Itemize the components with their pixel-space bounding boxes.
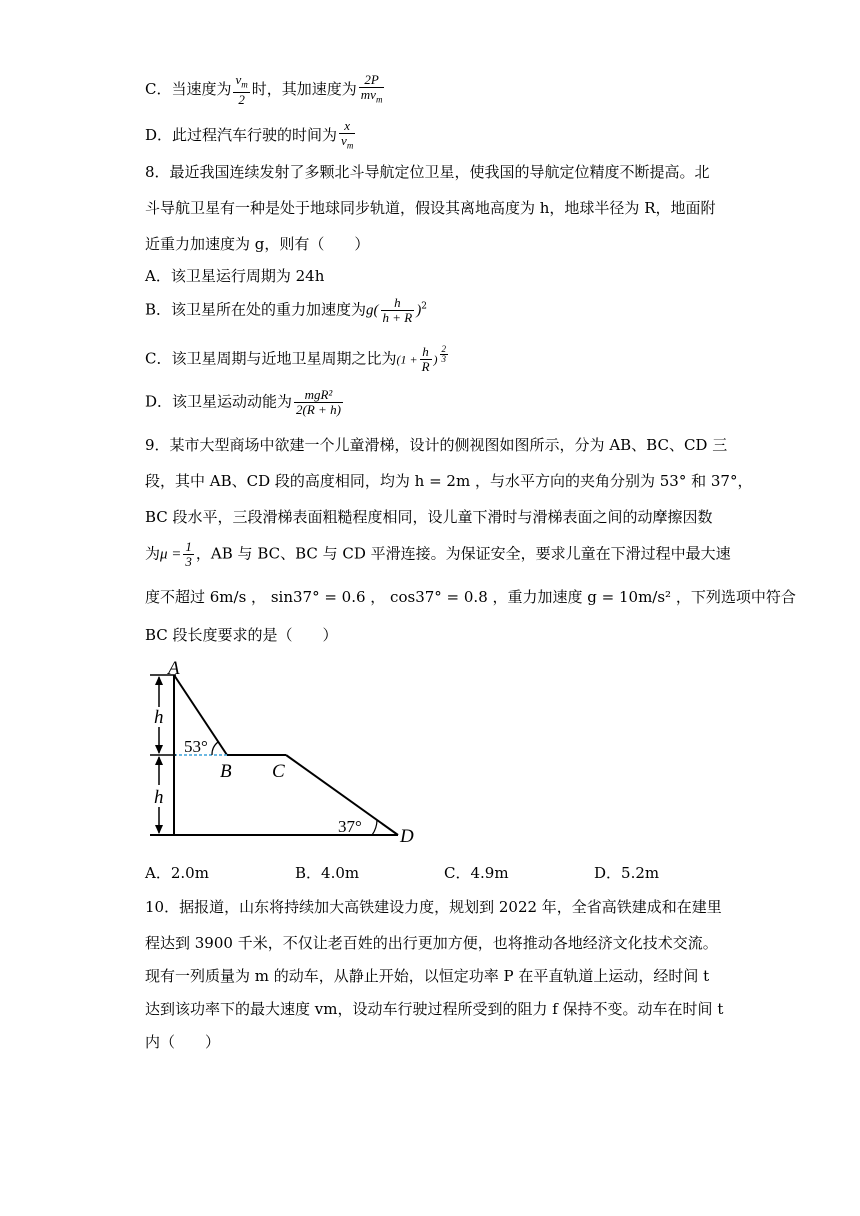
label-c: C <box>272 761 285 782</box>
q8-stem-line3: 近重力加速度为 g，则有（ ） <box>145 235 370 253</box>
fraction: $\frac{2P}{mv_m}$ <box>360 72 383 105</box>
q8-option-d: D．该卫星运动动能为 $\frac{\text{mgR²}}{2(R + h)}$ <box>145 387 341 417</box>
q7-option-c: C．当速度为 $\frac{v_m}{2}$ 时，其加速度为 $\frac{2P}{mv_m}$ <box>145 72 383 107</box>
fraction: $\frac{\text{mgR²}}{2(R + h)}$ <box>296 387 341 417</box>
q9-option-a: A．2.0m <box>145 864 209 882</box>
fraction: $\frac{h}{R}$ <box>421 344 430 374</box>
q10-stem-line1: 10．据报道，山东将持续加大高铁建设力度，规划到 2022 年，全省高铁建成和在建里 <box>145 898 722 916</box>
exponent-fraction: $\frac{2}{3}$ <box>441 344 447 364</box>
slide-diagram <box>140 655 430 850</box>
q9-stem-line2: 段，其中 AB、CD 段的高度相同，均为 h = 2m ，与水平方向的夹角分别为 53° 和 37°， <box>145 472 753 490</box>
q9-stem-line1: 9．某市大型商场中欲建一个儿童滑梯，设计的侧视图如图所示，分为 AB、BC、CD 三 <box>145 436 728 454</box>
q10-stem-line2: 程达到 3900 千米，不仅让老百姓的出行更加方便，也将推动各地经济文化技术交流。 <box>145 934 718 952</box>
label-a: A <box>168 658 180 679</box>
angle-37-label: 37° <box>338 817 362 836</box>
q9-stem-line5: 度不超过 6m/s ， sin37° = 0.6 ， cos37° = 0.8 ，重力加速度 g = 10m/s² ，下列选项中符合 <box>145 588 796 606</box>
angle-53-label: 53° <box>184 737 208 756</box>
q9-stem-line4: 为μ = $\frac{1}{3}$ ，AB 与 BC、BC 与 CD 平滑连接。为保证安全，要求儿童在下滑过程中最大速 <box>145 539 731 569</box>
q8-option-c: C．该卫星周期与近地卫星周期之比为(1 + $\frac{h}{R}$ ) $\frac{2}{3}$ <box>145 344 447 374</box>
label-d: D <box>400 826 414 847</box>
q10-stem-line5: 内（ ） <box>145 1033 221 1051</box>
q9-option-d: D．5.2m <box>594 864 660 882</box>
fraction: $\frac{x}{v_m}$ <box>341 118 354 151</box>
q8-option-b: B．该卫星所在处的重力加速度为g( $\frac{h}{h + R}$ )$^2$ <box>145 295 427 325</box>
q8-stem-line1: 8．最近我国连续发射了多颗北斗导航定位卫星，使我国的导航定位精度不断提高。北 <box>145 163 710 181</box>
q9-option-b: B．4.0m <box>295 864 360 882</box>
q10-stem-line3: 现有一列质量为 m 的动车，从静止开始，以恒定功率 P 在平直轨道上运动，经时间 t <box>145 967 710 985</box>
q8-stem-line2: 斗导航卫星有一种是处于地球同步轨道，假设其离地高度为 h，地球半径为 R，地面附 <box>145 199 716 217</box>
q9-stem-line3: BC 段水平，三段滑梯表面粗糙程度相同，设儿童下滑时与滑梯表面之间的动摩擦因数 <box>145 508 713 526</box>
fraction: $\frac{1}{3}$ <box>185 539 192 569</box>
fraction: $\frac{v_m}{2}$ <box>235 72 248 107</box>
q9-stem-line6: BC 段长度要求的是（ ） <box>145 626 338 644</box>
label-h-top: h <box>154 707 164 728</box>
q10-stem-line4: 达到该功率下的最大速度 vm，设动车行驶过程所受到的阻力 f 保持不变。动车在时间 t <box>145 1000 724 1018</box>
fraction: $\frac{h}{h + R}$ <box>382 295 413 325</box>
q8-option-a: A．该卫星运行周期为 24h <box>145 267 325 285</box>
q9-option-c: C．4.9m <box>444 864 509 882</box>
label-b: B <box>220 761 232 782</box>
q7-option-d: D．此过程汽车行驶的时间为 $\frac{x}{v_m}$ <box>145 118 354 151</box>
label-h-bottom: h <box>154 787 164 808</box>
